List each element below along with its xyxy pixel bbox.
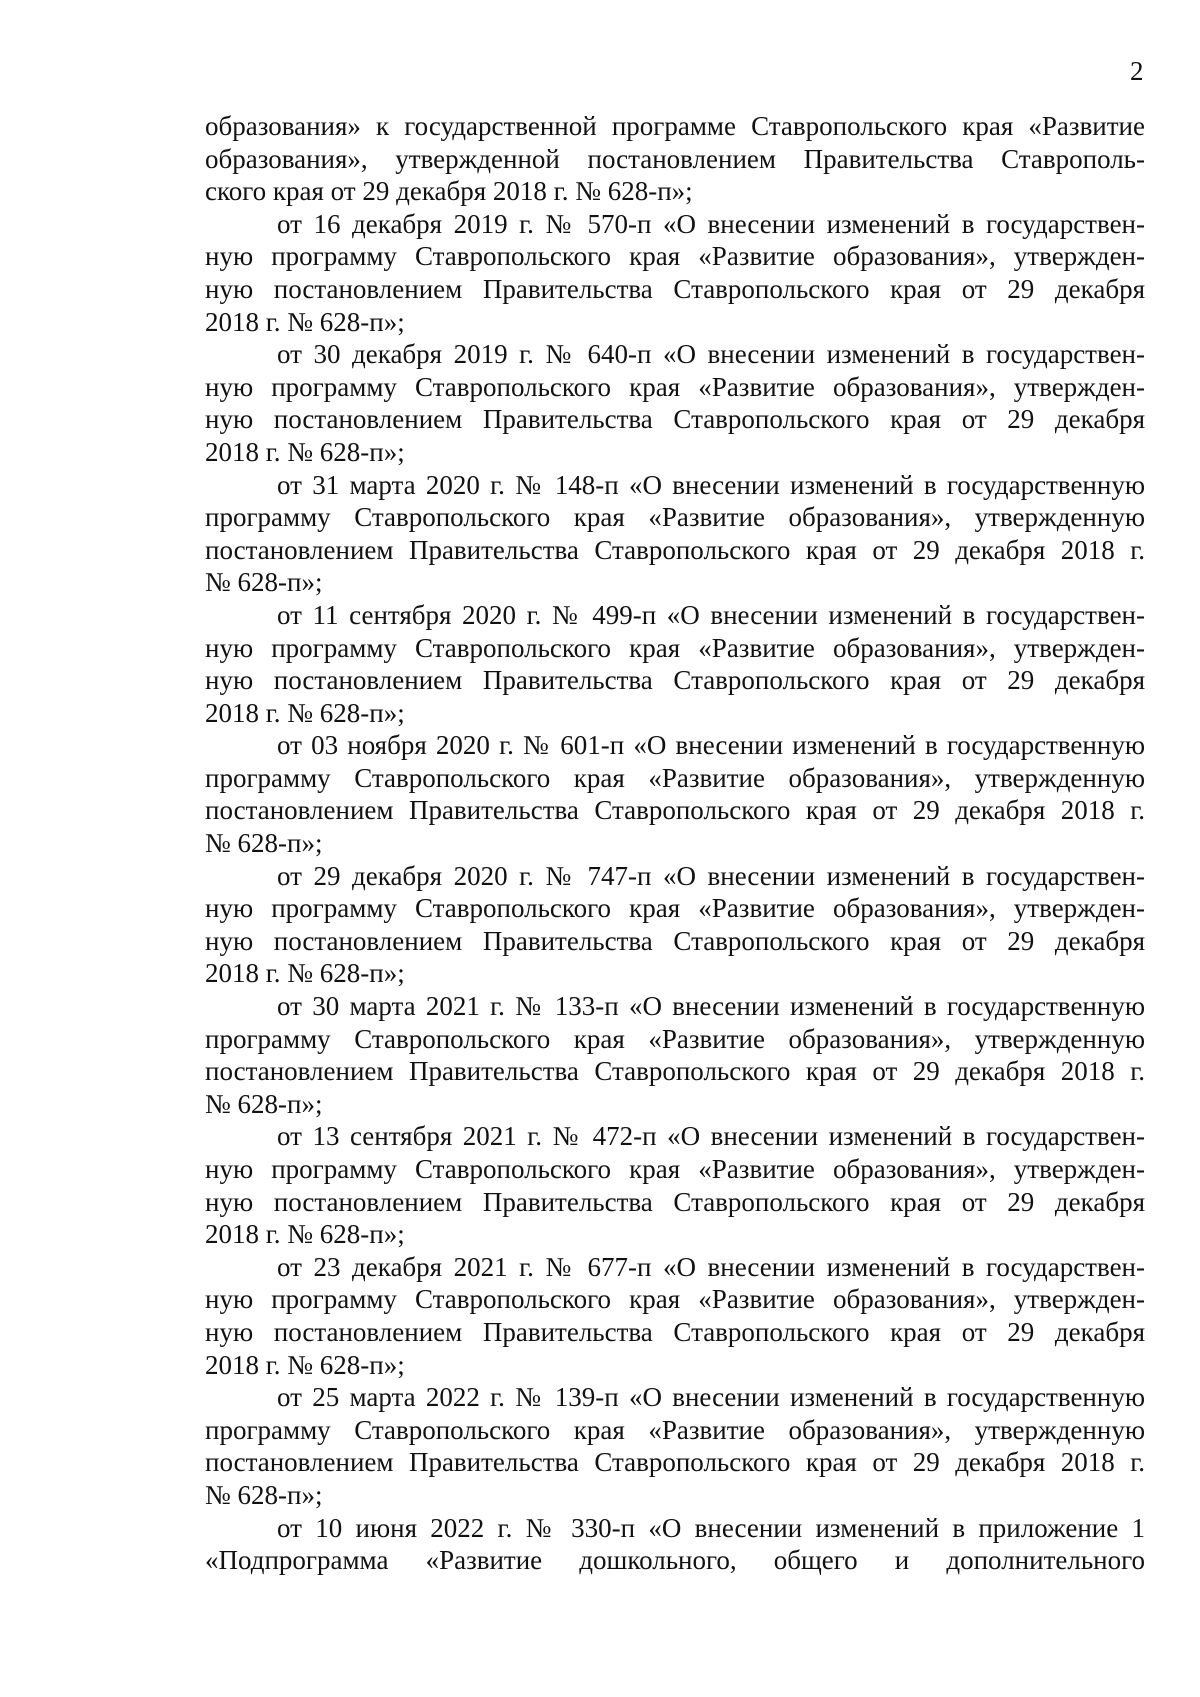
text-line: 2018 г. № 628-п»; [205, 697, 405, 728]
text-line: от 31 марта 2020 г. № 148-п «О внесении изменений в государственную [277, 469, 1145, 500]
text-line: ную постановлением Правительства Ставропольского края от 29 декабря [205, 273, 1145, 304]
text-line: ную постановлением Правительства Ставропольского края от 29 декабря [205, 665, 1145, 696]
text-line: от 03 ноября 2020 г. № 601-п «О внесении изменений в государственную [277, 730, 1145, 761]
text-line: постановлением Правительства Ставропольского края от 29 декабря 2018 г. [205, 795, 1145, 826]
text-line: от 13 сентября 2021 г. № 472-п «О внесении изменений в государствен- [277, 1121, 1145, 1152]
text-line: № 628-п»; [205, 828, 323, 859]
page-number: 2 [1130, 56, 1144, 86]
text-line: ную постановлением Правительства Ставропольского края от 29 декабря [205, 1186, 1145, 1217]
text-line: ную программу Ставропольского края «Развитие образования», утвержден- [205, 1284, 1145, 1315]
text-line: ную программу Ставропольского края «Развитие образования», утвержден- [205, 241, 1145, 272]
text-line: ную программу Ставропольского края «Развитие образования», утвержден- [205, 632, 1145, 663]
text-line: № 628-п»; [205, 1479, 323, 1510]
text-line: постановлением Правительства Ставропольского края от 29 декабря 2018 г. [205, 1056, 1145, 1087]
text-line: ную программу Ставропольского края «Развитие образования», утвержден- [205, 893, 1145, 924]
text-line: № 628-п»; [205, 567, 323, 598]
text-line: образования», утвержденной постановлением Правительства Ставрополь- [205, 143, 1145, 174]
text-line: «Подпрограмма «Развитие дошкольного, общего и дополнительного [205, 1545, 1145, 1576]
text-line: постановлением Правительства Ставропольского края от 29 декабря 2018 г. [205, 1447, 1145, 1478]
text-line: от 29 декабря 2020 г. № 747-п «О внесении изменений в государствен- [277, 860, 1145, 891]
text-line: 2018 г. № 628-п»; [205, 1349, 405, 1380]
text-line: программу Ставропольского края «Развитие образования», утвержденную [205, 502, 1145, 533]
text-line: программу Ставропольского края «Развитие образования», утвержденную [205, 1414, 1145, 1445]
text-line: от 25 марта 2022 г. № 139-п «О внесении изменений в государственную [277, 1382, 1145, 1413]
text-line: постановлением Правительства Ставропольского края от 29 декабря 2018 г. [205, 534, 1145, 565]
text-line: ную постановлением Правительства Ставропольского края от 29 декабря [205, 1316, 1145, 1347]
text-line: ную программу Ставропольского края «Развитие образования», утвержден- [205, 371, 1145, 402]
text-line: № 628-п»; [205, 1088, 323, 1119]
document-body [205, 110, 1145, 1577]
text-line: ную постановлением Правительства Ставропольского края от 29 декабря [205, 404, 1145, 435]
text-line: от 16 декабря 2019 г. № 570-п «О внесении изменений в государствен- [277, 208, 1145, 239]
text-line: ную программу Ставропольского края «Развитие образования», утвержден- [205, 1154, 1145, 1184]
text-line: от 30 марта 2021 г. № 133-п «О внесении изменений в государственную [277, 991, 1145, 1022]
text-line: образования» к государственной программе Ставропольского края «Развитие [205, 111, 1145, 141]
text-line: ную постановлением Правительства Ставропольского края от 29 декабря [205, 925, 1145, 956]
text-line: программу Ставропольского края «Развитие образования», утвержденную [205, 762, 1145, 793]
text-line: 2018 г. № 628-п»; [205, 958, 405, 989]
text-line: от 30 декабря 2019 г. № 640-п «О внесении изменений в государствен- [277, 339, 1145, 370]
text-line: 2018 г. № 628-п»; [205, 1219, 405, 1250]
text-line: от 23 декабря 2021 г. № 677-п «О внесении изменений в государствен- [277, 1251, 1145, 1282]
text-line: 2018 г. № 628-п»; [205, 306, 405, 337]
text-line: от 10 июня 2022 г. № 330-п «О внесении изменений в приложение 1 [277, 1512, 1145, 1543]
text-line: ского края от 29 декабря 2018 г. № 628-п»; [205, 176, 693, 207]
text-line: от 11 сентября 2020 г. № 499-п «О внесении изменений в государствен- [277, 599, 1145, 630]
text-line: программу Ставропольского края «Развитие образования», утвержденную [205, 1023, 1145, 1054]
text-line: 2018 г. № 628-п»; [205, 436, 405, 467]
